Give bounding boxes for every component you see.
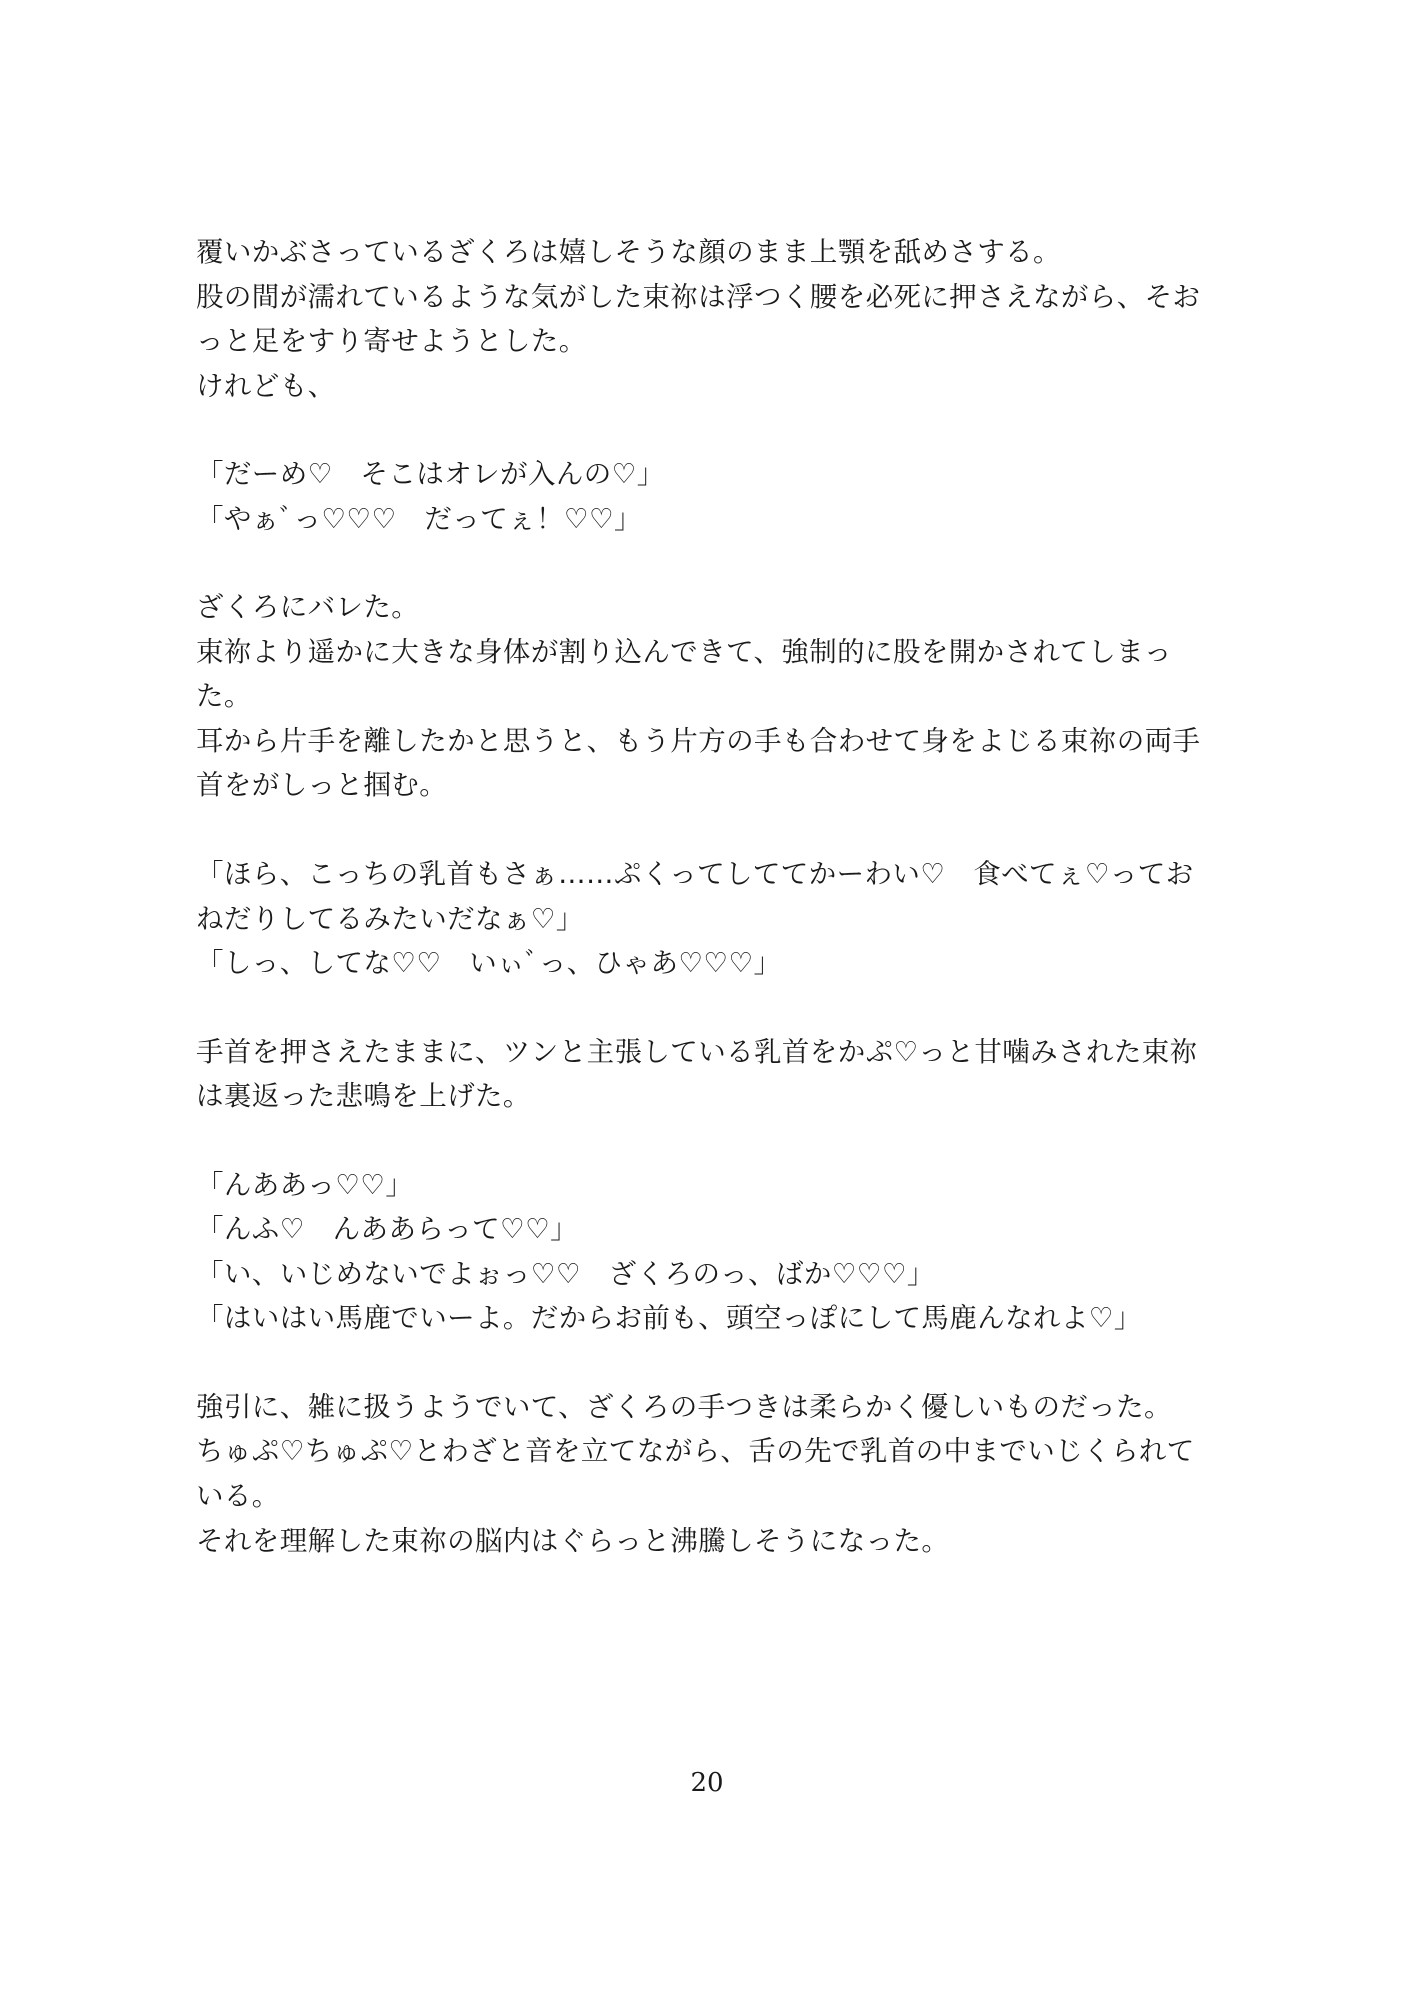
paragraph-block: 耳から片手を離したかと思うと、もう片方の手も合わせて身をよじる束祢の両手首をがしっと掴む。 bbox=[196, 724, 1201, 802]
paragraph-block: 覆いかぶさっているざくろは嬉しそうな顔のまま上顎を舐めさする。 bbox=[196, 236, 1061, 268]
dialogue-line: 「ほら、こっちの乳首もさぁ……ぷくってしててかーわい♡ 食べてぇ♡っておねだりしてるみたいだなぁ♡」 bbox=[196, 858, 1194, 935]
paragraph-block: 強引に、雑に扱うようでいて、ざくろの手つきは柔らかく優しいものだった。 bbox=[196, 1390, 1172, 1423]
paragraph-spacer bbox=[196, 541, 1216, 585]
paragraph-spacer bbox=[196, 986, 1216, 1030]
paragraph-spacer bbox=[196, 1341, 1216, 1385]
paragraph-block: 股の間が濡れているような気がした束祢は浮つく腰を必死に押さえながら、そおっと足をすり寄せようとした。 bbox=[196, 280, 1201, 358]
dialogue-line: 「んふ♡ んああらって♡♡」 bbox=[196, 1213, 579, 1246]
paragraph-block: ちゅぷ♡ちゅぷ♡とわざと音を立てながら、舌の先で乳首の中までいじくられている。 bbox=[196, 1435, 1195, 1513]
paragraph-block: ざくろにバレた。 bbox=[196, 591, 420, 624]
dialogue-line: 「んああっ♡♡」 bbox=[196, 1168, 414, 1201]
paragraph-block: 手首を押さえたままに、ツンと主張している乳首をかぷ♡っと甘噛みされた束祢は裏返った悲鳴を上げた。 bbox=[196, 1035, 1198, 1113]
dialogue-line: 「やぁﾞっ♡♡♡ だってぇ！♡♡」 bbox=[196, 502, 642, 535]
paragraph-spacer bbox=[196, 1119, 1216, 1163]
dialogue-line: 「はいはい馬鹿でいーよ。だからお前も、頭空っぽにして馬鹿んなれよ♡」 bbox=[196, 1302, 1142, 1335]
dialogue-line: 「だーめ♡ そこはオレが入んの♡」 bbox=[196, 458, 665, 491]
paragraph-spacer bbox=[196, 408, 1216, 452]
paragraph-block: それを理解した束祢の脳内はぐらっと沸騰しそうになった。 bbox=[196, 1524, 950, 1557]
page-text-body bbox=[196, 230, 1216, 1563]
paragraph-block: けれども、 bbox=[196, 369, 336, 402]
paragraph-block: 束祢より遥かに大きな身体が割り込んできて、強制的に股を開かされてしまった。 bbox=[196, 635, 1172, 713]
paragraph-spacer bbox=[196, 808, 1216, 852]
dialogue-line: 「い、いじめないでよぉっ♡♡ ざくろのっ、ばか♡♡♡」 bbox=[196, 1257, 935, 1290]
page-number: 20 bbox=[690, 1768, 724, 1798]
dialogue-line: 「しっ、してな♡♡ いぃﾞっ、ひゃあ♡♡♡」 bbox=[196, 947, 782, 980]
